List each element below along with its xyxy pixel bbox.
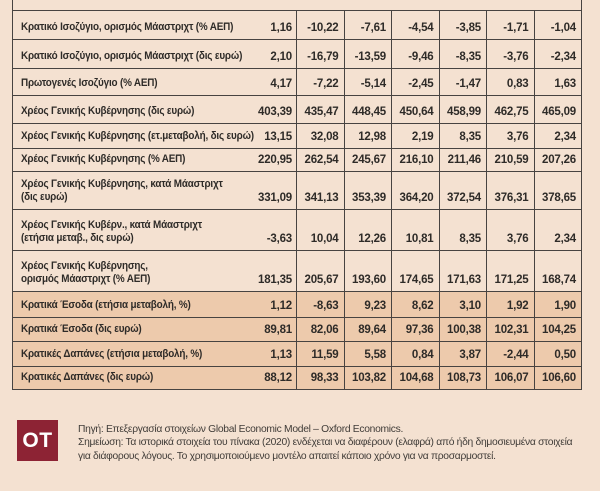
table-cell: 3,87: [439, 342, 487, 366]
table-cell: 102,31: [486, 318, 534, 341]
table-cell: 10,04: [296, 210, 344, 250]
table-cell: -8,35: [439, 40, 487, 68]
table-cell: 1,90: [534, 292, 582, 317]
row-value: 13,15: [264, 131, 292, 143]
table-cell: 462,75: [486, 96, 534, 123]
row-label: Κρατικό Ισοζύγιο, ορισμός Μάαστριχτ (% ΑΕΠ): [21, 21, 234, 33]
table-cell: -1,71: [486, 11, 534, 39]
row-label-cell: [13, 124, 296, 148]
row-label: Χρέος Γενικής Κυβέρνησης (% ΑΕΠ): [21, 153, 186, 165]
table-cell: -3,76: [486, 40, 534, 68]
table-cell: 3,76: [486, 124, 534, 148]
table-cell: 193,60: [344, 251, 392, 291]
table-cell: 378,65: [534, 172, 582, 209]
row-label: Χρέος Γενικής Κυβέρνησης (δις ευρώ): [21, 105, 195, 117]
table-cell: 3,76: [486, 210, 534, 250]
table-cell: 12,26: [344, 210, 392, 250]
row-label: Κρατικές Δαπάνες (ετήσια μεταβολή, %): [21, 348, 203, 360]
table-cell: 2,34: [534, 210, 582, 250]
row-value: 88,12: [264, 372, 292, 384]
table-cell: 458,99: [439, 96, 487, 123]
table-cell: -9,46: [391, 40, 439, 68]
table-cell: 0,84: [391, 342, 439, 366]
table-cell: 9,23: [344, 292, 392, 317]
table-cell: 1,63: [534, 69, 582, 95]
table-cell: -16,79: [296, 40, 344, 68]
ot-logo-text: OT: [22, 428, 53, 452]
row-value: 220,95: [258, 154, 292, 166]
table-cell: 8,35: [439, 124, 487, 148]
row-value: 2,10: [270, 51, 292, 63]
table-cell: 450,64: [391, 96, 439, 123]
table-row: [13, 39, 581, 68]
table-cell: 0,83: [486, 69, 534, 95]
row-label: Κρατικά Έσοδα (ετήσια μεταβολή, %): [21, 299, 191, 311]
table-cell: 341,13: [296, 172, 344, 209]
table-cell: -2,45: [391, 69, 439, 95]
row-value: 331,09: [258, 192, 292, 204]
row-label-cell: [13, 367, 296, 389]
row-value: 1,12: [270, 300, 292, 312]
table-cell: 353,39: [344, 172, 392, 209]
table-row-highlighted: [13, 291, 581, 317]
row-label-cell: [13, 318, 296, 341]
table-cell: 104,68: [391, 367, 439, 389]
table-cell: -2,44: [486, 342, 534, 366]
table-cell: 3,10: [439, 292, 487, 317]
row-label: Χρέος Γενικής Κυβέρνησης, κατά Μάαστριχτ: [21, 178, 223, 190]
row-label: Κρατικές Δαπάνες (δις ευρώ): [21, 371, 154, 383]
row-label-cell: [13, 96, 296, 123]
table-cell: 168,74: [534, 251, 582, 291]
row-label-cell: [13, 11, 296, 39]
row-label: Πρωτογενές Ισοζύγιο (% ΑΕΠ): [21, 77, 158, 89]
row-label-cell: [13, 251, 296, 291]
row-label-line2: ορισμός Μάαστριχτ (% ΑΕΠ): [21, 273, 151, 285]
table-top-border-stub: [12, 0, 582, 10]
row-label-line2: (ετήσια μεταβ., δις ευρώ): [21, 232, 134, 244]
table-row: [13, 148, 581, 171]
table-cell: -7,22: [296, 69, 344, 95]
table-cell: 2,19: [391, 124, 439, 148]
table-cell: 32,08: [296, 124, 344, 148]
row-label-cell: [13, 149, 296, 171]
table-cell: 106,60: [534, 367, 582, 389]
table-cell: -4,54: [391, 11, 439, 39]
table-cell: 8,35: [439, 210, 487, 250]
table-cell: 262,54: [296, 149, 344, 171]
table-cell: 171,63: [439, 251, 487, 291]
table-cell: 98,33: [296, 367, 344, 389]
table-cell: 207,26: [534, 149, 582, 171]
table-cell: 103,82: [344, 367, 392, 389]
note-text: Σημείωση: Τα ιστορικά στοιχεία του πίνακα (2020) ενδέχεται να διαφέρουν (ελαφρά) από ήδη δημοσιευμένα στοιχεία για διάφορους λόγους. Το χρησιμοποιούμενο μοντέλο απαιτεί κάποιο χρόνο για να προσαρμοστεί.: [78, 437, 573, 462]
source-text: Πηγή: Επεξεργασία στοιχείων Global Economic Model – Oxford Economics.: [78, 424, 404, 435]
table-cell: -7,61: [344, 11, 392, 39]
table-cell: 12,98: [344, 124, 392, 148]
table-cell: 100,38: [439, 318, 487, 341]
table-cell: 2,34: [534, 124, 582, 148]
row-label: Χρέος Γενικής Κυβέρν., κατά Μάαστριχτ: [21, 219, 203, 231]
row-label: Χρέος Γενικής Κυβέρνησης,: [21, 260, 148, 272]
table-cell: -10,22: [296, 11, 344, 39]
row-label: Χρέος Γενικής Κυβέρνησης (ετ.μεταβολή, δις ευρώ): [21, 130, 254, 142]
row-value: 4,17: [270, 78, 292, 90]
row-label-cell: [13, 292, 296, 317]
row-label: Κρατικά Έσοδα (δις ευρώ): [21, 323, 142, 335]
table-cell: -1,47: [439, 69, 487, 95]
table-cell: -1,04: [534, 11, 582, 39]
table-cell: 8,62: [391, 292, 439, 317]
table-row: [13, 209, 581, 250]
table-cell: 465,09: [534, 96, 582, 123]
table-cell: 435,47: [296, 96, 344, 123]
table-cell: 89,64: [344, 318, 392, 341]
table-row: [13, 123, 581, 148]
table-cell: 0,50: [534, 342, 582, 366]
row-value: 181,35: [258, 274, 292, 286]
row-label-line2: (δις ευρώ): [21, 191, 68, 203]
table-cell: 108,73: [439, 367, 487, 389]
table-cell: 211,46: [439, 149, 487, 171]
table-cell: -2,34: [534, 40, 582, 68]
table-cell: 372,54: [439, 172, 487, 209]
table-cell: 205,67: [296, 251, 344, 291]
footer: [17, 420, 600, 463]
row-value: 1,16: [270, 22, 292, 34]
table-cell: 448,45: [344, 96, 392, 123]
row-label: Κρατικό Ισοζύγιο, ορισμός Μάαστριχτ (δις ευρώ): [21, 50, 243, 62]
table-cell: 11,59: [296, 342, 344, 366]
table-cell: 216,10: [391, 149, 439, 171]
table-cell: 376,31: [486, 172, 534, 209]
row-value: 1,13: [270, 349, 292, 361]
table-cell: 10,81: [391, 210, 439, 250]
table-cell: 104,25: [534, 318, 582, 341]
table-row-highlighted: [13, 341, 581, 366]
table-row: [13, 68, 581, 95]
table-cell: -13,59: [344, 40, 392, 68]
row-value: 403,39: [258, 106, 292, 118]
economic-data-table: [12, 10, 582, 390]
table-row-highlighted: [13, 366, 581, 389]
row-value: -3,63: [266, 233, 292, 245]
table-cell: 5,58: [344, 342, 392, 366]
table-row: [13, 250, 581, 291]
table-row-highlighted: [13, 317, 581, 341]
row-value: 89,81: [264, 324, 292, 336]
table-cell: 174,65: [391, 251, 439, 291]
row-label-cell: [13, 69, 296, 95]
table-cell: 245,67: [344, 149, 392, 171]
table-row: [13, 11, 581, 39]
row-label-cell: [13, 210, 296, 250]
table-row: [13, 95, 581, 123]
table-cell: 106,07: [486, 367, 534, 389]
row-label-cell: [13, 342, 296, 366]
table-cell: -3,85: [439, 11, 487, 39]
table-cell: 82,06: [296, 318, 344, 341]
table-cell: 97,36: [391, 318, 439, 341]
table-cell: 1,92: [486, 292, 534, 317]
table-row: [13, 171, 581, 209]
table-cell: -8,63: [296, 292, 344, 317]
table-cell: -5,14: [344, 69, 392, 95]
table-cell: 171,25: [486, 251, 534, 291]
ot-logo: [17, 420, 58, 461]
table-cell: 210,59: [486, 149, 534, 171]
footer-notes: [78, 420, 583, 463]
row-label-cell: [13, 172, 296, 209]
table-cell: 364,20: [391, 172, 439, 209]
row-label-cell: [13, 40, 296, 68]
